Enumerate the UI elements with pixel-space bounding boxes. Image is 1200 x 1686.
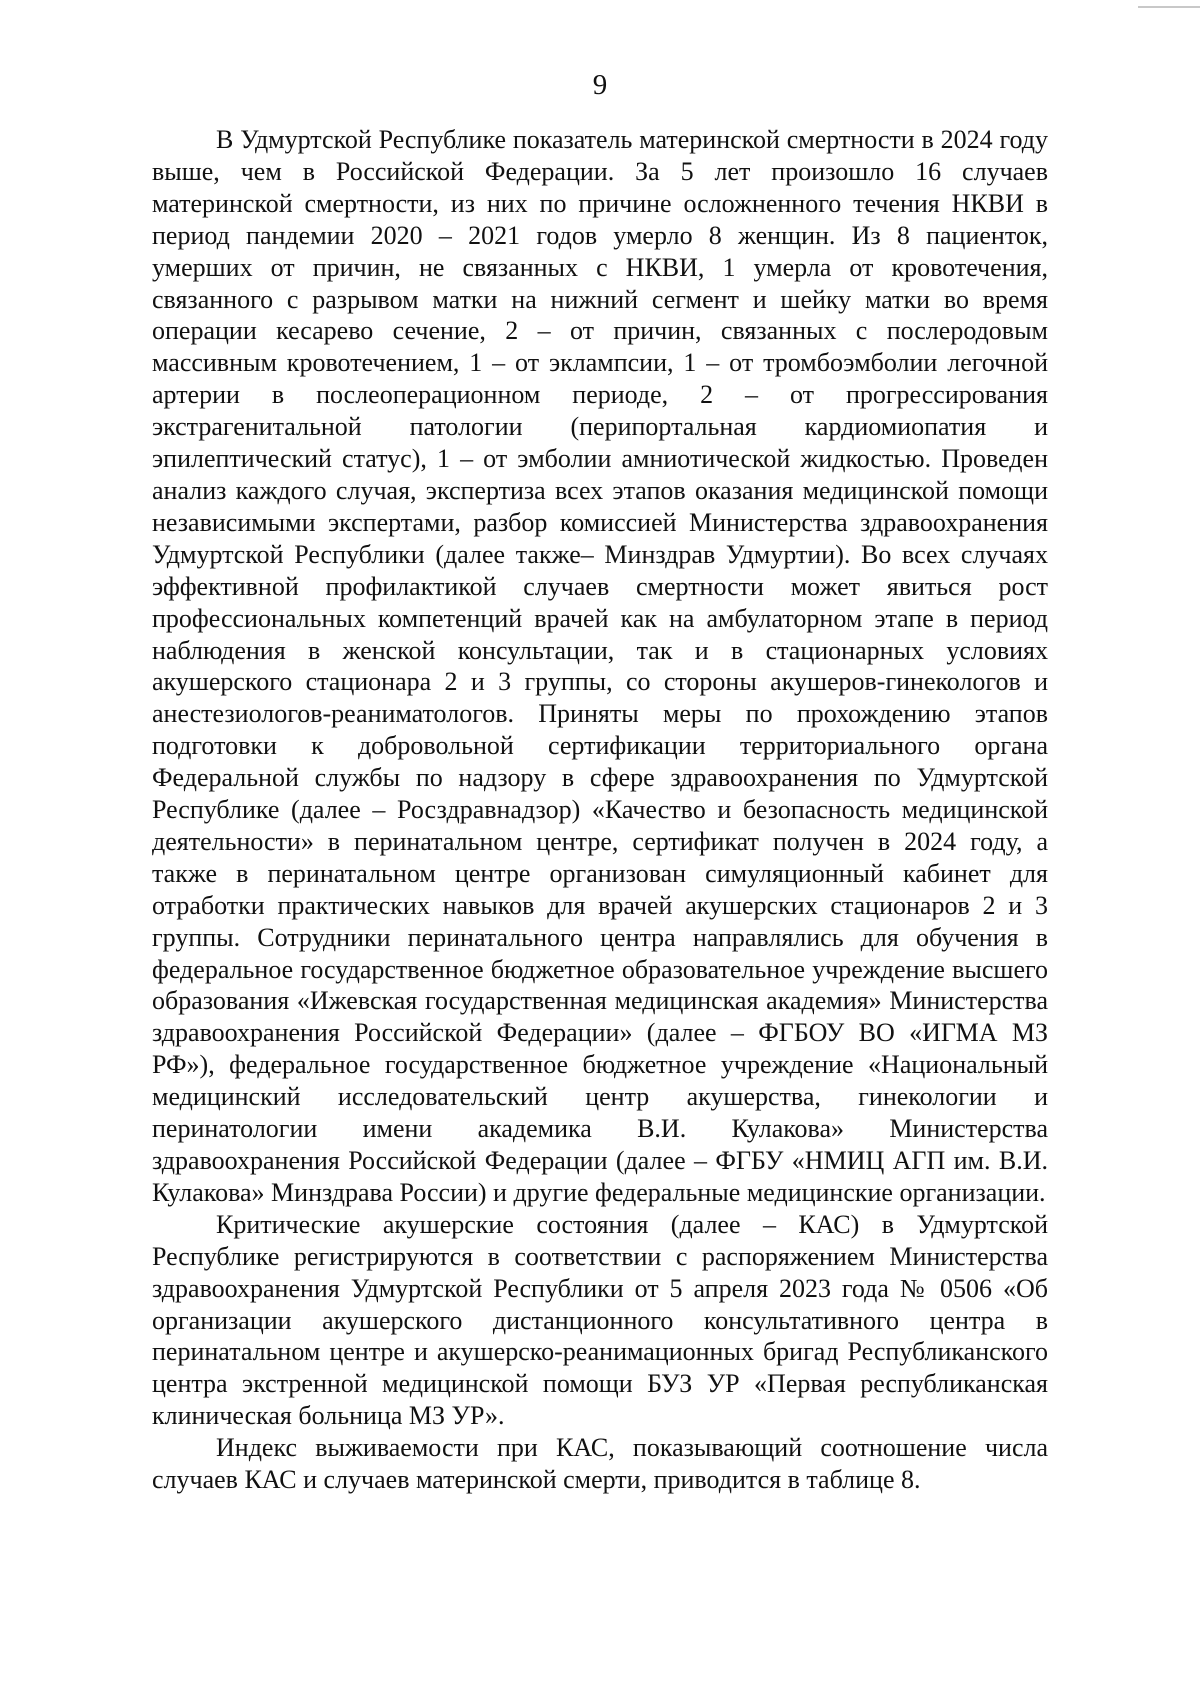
scan-edge-mark — [1138, 0, 1200, 8]
page-number: 9 — [592, 69, 608, 101]
document-body — [152, 124, 1048, 1496]
paragraph-maternal-mortality: В Удмуртской Республике показатель материнской смертности в 2024 году выше, чем в Российской Федерации. За 5 лет произошло 16 случаев материнской смертности, из них по причине осложненного течения НКВИ в период пандемии 2020 – 2021 годов умерло 8 женщин. Из 8 пациенток, умерших от причин, не связанных с НКВИ, 1 умерла от кровотечения, связанного с разрывом матки на нижний сегмент и шейку матки во время операции кесарево сечение, 2 – от причин, связанных с послеродовым массивным кровотечением, 1 – от эклампсии, 1 – от тромбоэмболии легочной артерии в послеоперационном периоде, 2 – от прогрессирования экстрагенитальной патологии (перипортальная кардиомиопатия и эпилептический статус), 1 – от эмболии амниотической жидкостью. Проведен анализ каждого случая, экспертиза всех этапов оказания медицинской помощи независимыми экспертами, разбор комиссией Министерства здравоохранения Удмуртской Республики (далее также– Минздрав Удмуртии). Во всех случаях эффективной профилактикой случаев смертности может явиться рост профессиональных компетенций врачей как на амбулаторном этапе в период наблюдения в женской консультации, так и в стационарных условиях акушерского стационара 2 и 3 группы, со стороны акушеров-гинекологов и анестезиологов-реаниматологов. Приняты меры по прохождению этапов подготовки к добровольной сертификации территориального органа Федеральной службы по надзору в сфере здравоохранения по Удмуртской Республике (далее – Росздравнадзор) «Качество и безопасность медицинской деятельности» в перинатальном центре, сертификат получен в 2024 году, а также в перинатальном центре организован симуляционный кабинет для отработки практических навыков для врачей акушерских стационаров 2 и 3 группы. Сотрудники перинатального центра направлялись для обучения в федеральное государственное бюджетное образовательное учреждение высшего образования «Ижевская государственная медицинская академия» Министерства здравоохранения Российской Федерации» (далее – ФГБОУ ВО «ИГМА МЗ РФ»), федеральное государственное бюджетное учреждение «Национальный медицинский исследовательский центр акушерства, гинекологии и перинатологии имени академика В.И. Кулакова» Министерства здравоохранения Российской Федерации (далее – ФГБУ «НМИЦ АГП им. В.И. Кулакова» Минздрава России) и другие федеральные медицинские организации. — [152, 125, 1048, 1207]
paragraph-survival-index: Индекс выживаемости при КАС, показывающий соотношение числа случаев КАС и случаев материнской смерти, приводится в таблице 8. — [152, 1433, 1048, 1495]
paragraph-critical-obstetric-conditions: Критические акушерские состояния (далее – КАС) в Удмуртской Республике регистрируются в соответствии с распоряжением Министерства здравоохранения Удмуртской Республики от 5 апреля 2023 года № 0506 «Об организации акушерского дистанционного консультативного центра в перинатальном центре и акушерско-реанимационных бригад Республиканского центра экстренной медицинской помощи БУЗ УР «Первая республиканская клиническая больница МЗ УР». — [152, 1209, 1048, 1431]
